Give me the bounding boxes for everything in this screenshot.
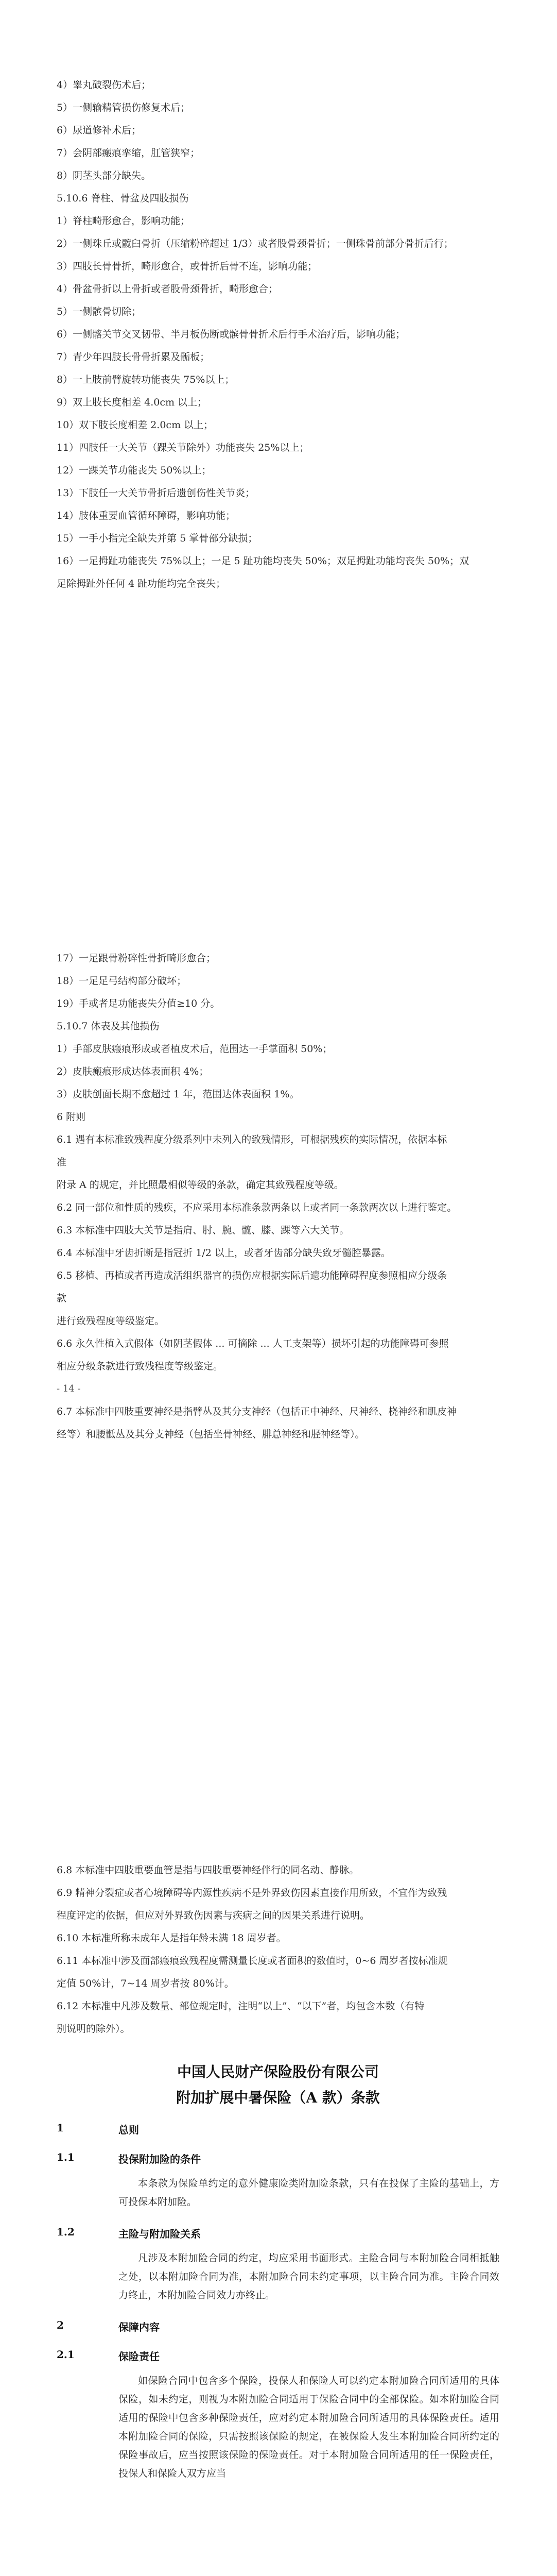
section-2-1-heading xyxy=(57,2348,499,2363)
section-number: 2 xyxy=(57,2319,64,2331)
paragraph: 如保险合同中包含多个保险，投保人和保险人可以约定本附加险合同所适用的具体保险，如未约定，则视为本附加险合同适用于保险合同中的全部保险。如本附加险合同适用的保险中包含多种保险责任，应对约定本附加险合同所适用的具体保险责任。适用本附加险合同的保险，只需按照该保险的规定，在被保险人发生本附加险合同所约定的保险事故后，应当按照该保险的保险责任。对于本附加险合同所适用的任一保险责任，投保人和保险人双方应当 xyxy=(118,2375,499,2479)
list-item: 6）尿道修补术后； xyxy=(57,125,142,136)
disability-list-upper xyxy=(57,77,499,599)
clause-document xyxy=(57,2061,499,2488)
list-item: 1）手部皮肤瘢痕形成或者植皮术后，范围达一手掌面积 50%； xyxy=(57,1043,333,1055)
list-item: 2）一侧珠丘或髋臼骨折（压缩粉碎超过 1/3）或者股骨颈骨折；一侧珠骨前部分骨折后行； xyxy=(57,238,454,249)
section-2-heading xyxy=(57,2319,499,2334)
list-item: 程度评定的依据，但应对外界致伤因素与疾病之间的因果关系进行说明。 xyxy=(57,1910,370,1921)
section-heading: 6 附则 xyxy=(57,1111,86,1123)
list-item: 款 xyxy=(57,1293,67,1304)
list-item: 进行致残程度等级鉴定。 xyxy=(57,1315,165,1327)
list-item: 4）骨盆骨折以上骨折或者股骨颈骨折，畸形愈合； xyxy=(57,283,278,295)
list-item: 6.3 本标准中四肢大关节是指肩、肘、腕、髋、膝、踝等六大关节。 xyxy=(57,1225,350,1236)
section-1-2-heading xyxy=(57,2226,499,2241)
list-item: 10）双下肢长度相差 2.0cm 以上； xyxy=(57,419,214,431)
company-title: 中国人民财产保险股份有限公司 xyxy=(177,2063,379,2080)
list-item: 经等）和腰骶丛及其分支神经（包括坐骨神经、腓总神经和胫神经等）。 xyxy=(57,1429,365,1440)
disability-list-middle xyxy=(57,951,499,1449)
clause-title: 附加扩展中暑保险（A 款）条款 xyxy=(176,2089,380,2106)
list-item: 9）双上肢长度相差 4.0cm 以上； xyxy=(57,397,207,408)
list-item: 16）一足拇趾功能丧失 75%以上；一足 5 趾功能均丧失 50%；双足拇趾功能均丧失 50%；双 xyxy=(57,555,469,567)
list-item: 附录 A 的规定，并比照最相似等级的条款，确定其致残程度等级。 xyxy=(57,1179,344,1191)
section-title: 总则 xyxy=(118,2124,139,2136)
list-item: 定值 50%计，7~14 周岁者按 80%计。 xyxy=(57,1978,234,1989)
list-item: 8）一上肢前臂旋转功能丧失 75%以上； xyxy=(57,374,235,385)
list-item: 6.6 永久性植入式假体（如阴茎假体 ... 可摘除 ... 人工支架等）损坏引起的功能障碍可参照 xyxy=(57,1338,449,1349)
list-item: 15）一手小指完全缺失并第 5 掌骨部分缺损； xyxy=(57,533,258,544)
list-item: 足除拇趾外任何 4 趾功能均完全丧失； xyxy=(57,578,226,589)
list-item: 准 xyxy=(57,1157,67,1168)
section-title: 主险与附加险关系 xyxy=(118,2228,201,2240)
list-item: 17）一足跟骨粉碎性骨折畸形愈合； xyxy=(57,953,216,964)
list-item: 19）手或者足功能丧失分值≥10 分。 xyxy=(57,998,220,1009)
list-item: 12）一踝关节功能丧失 50%以上； xyxy=(57,465,212,476)
list-item: 7）会阴部瘢痕挛缩，肛管狭窄； xyxy=(57,147,200,159)
list-item: 11）四肢任一大关节（踝关节除外）功能丧失 25%以上； xyxy=(57,442,309,453)
section-number: 1.1 xyxy=(57,2151,75,2163)
paragraph: 本条款为保险单约定的意外健康险类附加险条款，只有在投保了主险的基础上，方可投保本附加险。 xyxy=(118,2178,499,2208)
list-item: 3）四肢长骨骨折，畸形愈合，或骨折后骨不连，影响功能； xyxy=(57,261,318,272)
list-item: 6.1 遇有本标准致残程度分级系列中未列入的致残情形，可根据残疾的实际情况，依据本标 xyxy=(57,1134,447,1145)
section-title: 保障内容 xyxy=(118,2321,160,2333)
section-heading: 5.10.7 体表及其他损伤 xyxy=(57,1021,160,1032)
list-item: 6.9 精神分裂症或者心境障碍等内源性疾病不是外界致伤因素直接作用所致，不宜作为致残 xyxy=(57,1887,447,1899)
list-item: 5）一侧髌骨切除； xyxy=(57,306,142,317)
list-item: 6.12 本标准中凡涉及数量、部位规定时，注明“以上”、“以下”者，均包含本数（有特 xyxy=(57,2001,425,2012)
section-number: 1.2 xyxy=(57,2226,75,2238)
list-item: 6.8 本标准中四肢重要血管是指与四肢重要神经伴行的同名动、静脉。 xyxy=(57,1865,359,1876)
section-title: 保险责任 xyxy=(118,2350,160,2363)
list-item: 14）肢体重要血管循环障碍，影响功能； xyxy=(57,510,236,521)
list-item: 6.11 本标准中涉及面部瘢痕致残程度需测量长度或者面积的数值时，0~6 周岁者按标准规 xyxy=(57,1955,448,1967)
list-item: 18）一足足弓结构部分破坏； xyxy=(57,975,187,987)
section-title: 投保附加险的条件 xyxy=(118,2153,201,2165)
page-number: - 14 - xyxy=(57,1383,81,1394)
disability-list-lower xyxy=(57,1862,499,2044)
section-heading: 5.10.6 脊柱、骨盆及四肢损伤 xyxy=(57,193,189,204)
list-item: 6.2 同一部位和性质的残疾，不应采用本标准条款两条以上或者同一条款两次以上进行鉴定。 xyxy=(57,1202,457,1213)
list-item: 7）青少年四肢长骨骨折累及骺板； xyxy=(57,351,210,363)
section-1-heading xyxy=(57,2122,499,2137)
section-1-1-heading xyxy=(57,2151,499,2166)
list-item: 13）下肢任一大关节骨折后遗创伤性关节炎； xyxy=(57,487,255,499)
section-number: 2.1 xyxy=(57,2348,75,2361)
paragraph: 凡涉及本附加险合同的约定，均应采用书面形式。主险合同与本附加险合同相抵触之处，以本附加险合同为准，本附加险合同未约定事项，以主险合同为准。主险合同效力终止，本附加险合同效力亦终止。 xyxy=(118,2252,499,2301)
list-item: 6.5 移植、再植或者再造成活组织器官的损伤应根据实际后遗功能障碍程度参照相应分级条 xyxy=(57,1270,447,1281)
list-item: 6.7 本标准中四肢重要神经是指臂丛及其分支神经（包括正中神经、尺神经、桡神经和肌皮神 xyxy=(57,1406,457,1417)
list-item: 6.4 本标准中牙齿折断是指冠折 1/2 以上，或者牙齿部分缺失致牙髓腔暴露。 xyxy=(57,1247,391,1259)
list-item: 相应分级条款进行致残程度等级鉴定。 xyxy=(57,1361,223,1372)
list-item: 6.10 本标准所称未成年人是指年龄未满 18 周岁者。 xyxy=(57,1933,286,1944)
list-item: 8）阴茎头部分缺失。 xyxy=(57,170,151,181)
list-item: 6）一侧髂关节交叉韧带、半月板伤断或髌骨骨折术后行手术治疗后，影响功能； xyxy=(57,329,406,340)
list-item: 2）皮肤瘢痕形成达体表面积 4%； xyxy=(57,1066,209,1077)
list-item: 4）睾丸破裂伤术后； xyxy=(57,79,151,91)
list-item: 3）皮肤创面长期不愈超过 1 年，范围达体表面积 1%。 xyxy=(57,1089,300,1100)
list-item: 1）脊柱畸形愈合，影响功能； xyxy=(57,215,190,227)
list-item: 别说明的除外）。 xyxy=(57,2023,130,2035)
list-item: 5）一侧输精管损伤修复术后； xyxy=(57,102,190,113)
section-number: 1 xyxy=(57,2122,64,2134)
